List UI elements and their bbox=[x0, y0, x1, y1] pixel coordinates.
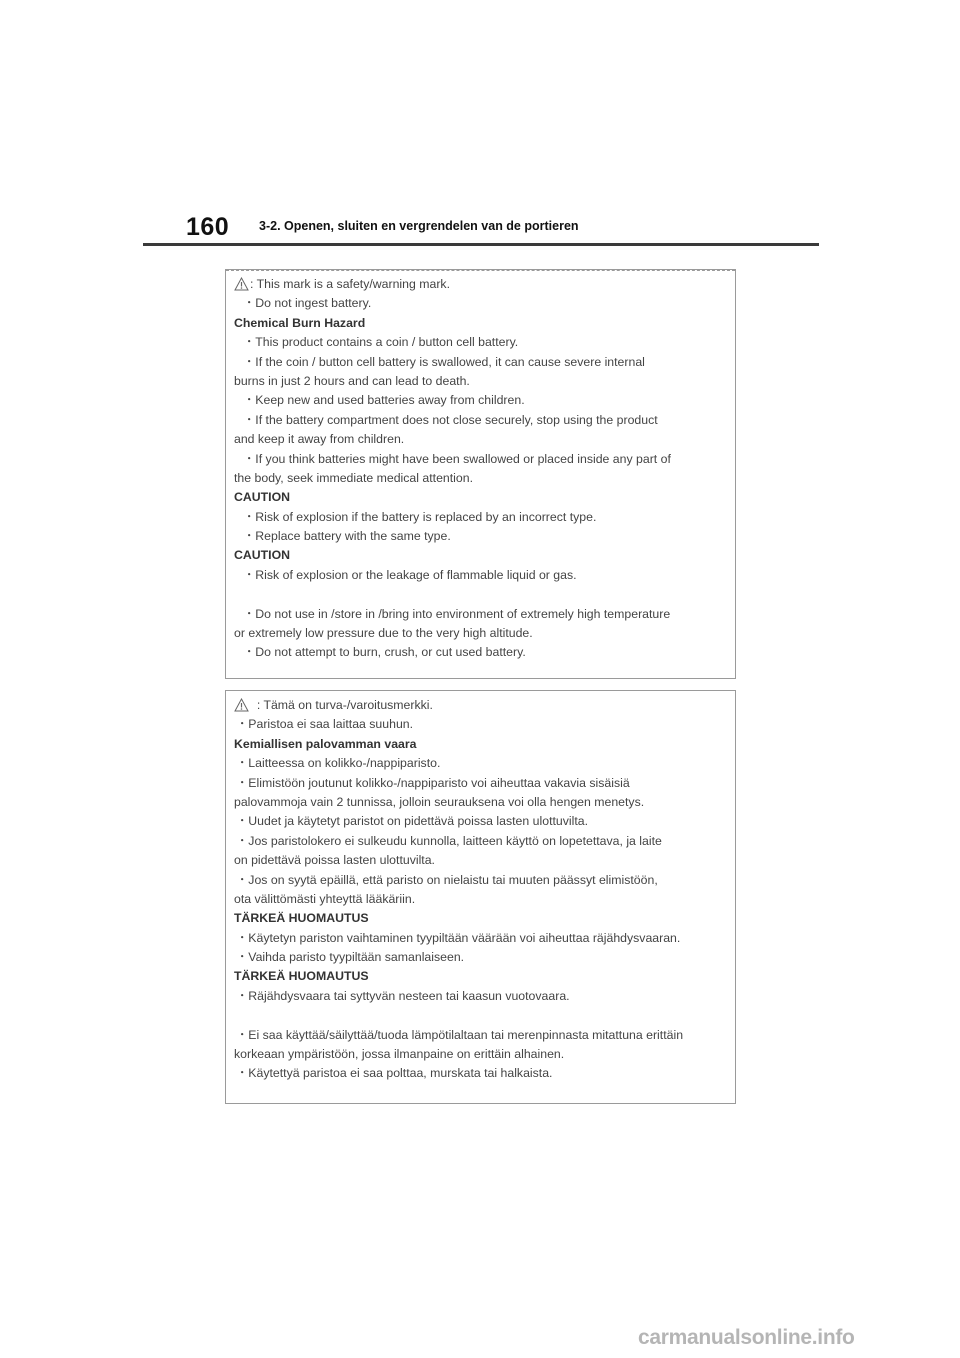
list-item: ・If the coin / button cell battery is swallowed, it can cause severe internal bbox=[243, 354, 645, 369]
spacer bbox=[234, 585, 735, 604]
list-item: ・Vaihda paristo tyypiltään samanlaiseen. bbox=[236, 950, 465, 965]
dashed-divider bbox=[226, 270, 735, 271]
english-warning-box bbox=[225, 269, 736, 679]
list-item: ・Risk of explosion or the leakage of flammable liquid or gas. bbox=[243, 567, 577, 582]
heading-chemical-burn: Chemical Burn Hazard bbox=[234, 315, 366, 330]
spacer bbox=[234, 1006, 735, 1025]
list-item-continuation: burns in just 2 hours and can lead to death. bbox=[234, 373, 470, 388]
list-item: ・Replace battery with the same type. bbox=[243, 529, 451, 544]
list-item: ・Paristoa ei saa laittaa suuhun. bbox=[236, 717, 414, 732]
heading-chemical-burn: Kemiallisen palovamman vaara bbox=[234, 736, 417, 751]
heading-important-notice: TÄRKEÄ HUOMAUTUS bbox=[234, 969, 369, 984]
list-item: ・Keep new and used batteries away from children. bbox=[243, 393, 525, 408]
list-item-continuation: ota välittömästi yhteyttä lääkäriin. bbox=[234, 891, 416, 906]
warning-triangle-icon bbox=[234, 698, 249, 712]
list-item: ・If the battery compartment does not close securely, stop using the product bbox=[243, 412, 658, 427]
list-item: ・Jos on syytä epäillä, että paristo on nielaistu tai muuten päässyt elimistöön, bbox=[236, 872, 658, 887]
list-item-continuation: and keep it away from children. bbox=[234, 432, 405, 447]
list-item: ・Risk of explosion if the battery is replaced by an incorrect type. bbox=[243, 509, 597, 524]
list-item: ・Do not use in /store in /bring into environment of extremely high temperature bbox=[243, 606, 671, 621]
list-item-continuation: on pidettävä poissa lasten ulottuvilta. bbox=[234, 853, 435, 868]
header-rule bbox=[143, 243, 819, 246]
page-number: 160 bbox=[186, 213, 230, 241]
heading-caution: CAUTION bbox=[234, 490, 291, 505]
list-item-continuation: palovammoja vain 2 tunnissa, jolloin seurauksena voi olla hengen menetys. bbox=[234, 794, 645, 809]
warning-mark-text: : This mark is a safety/warning mark. bbox=[250, 277, 450, 291]
list-item-continuation: or extremely low pressure due to the very high altitude. bbox=[234, 626, 533, 641]
list-item: ・Käytettyä paristoa ei saa polttaa, murskata tai halkaista. bbox=[236, 1066, 553, 1081]
finnish-warning-box bbox=[225, 690, 736, 1104]
heading-important-notice: TÄRKEÄ HUOMAUTUS bbox=[234, 911, 369, 926]
heading-caution: CAUTION bbox=[234, 548, 291, 563]
list-item: ・Do not attempt to burn, crush, or cut used battery. bbox=[243, 645, 526, 660]
list-item: ・Uudet ja käytetyt paristot on pidettävä poissa lasten ulottuvilta. bbox=[236, 814, 589, 829]
list-item: ・Laitteessa on kolikko-/nappiparisto. bbox=[236, 756, 441, 771]
list-item: ・Elimistöön joutunut kolikko-/nappiparisto voi aiheuttaa vakavia sisäisiä bbox=[236, 775, 630, 790]
list-item: ・This product contains a coin / button cell battery. bbox=[243, 335, 519, 350]
warning-mark-text: : Tämä on turva-/varoitusmerkki. bbox=[256, 698, 433, 712]
section-title: 3-2. Openen, sluiten en vergrendelen van de portieren bbox=[259, 219, 579, 233]
list-item: ・If you think batteries might have been swallowed or placed inside any part of bbox=[243, 451, 671, 466]
watermark-link[interactable]: carmanualsonline.info bbox=[638, 1326, 855, 1349]
warning-triangle-icon bbox=[234, 277, 249, 291]
list-item: ・Ei saa käyttää/säilyttää/tuoda lämpötilaltaan tai merenpinnasta mitattuna erittäin bbox=[236, 1027, 684, 1042]
list-item: ・Do not ingest battery. bbox=[243, 296, 372, 311]
list-item: ・Räjähdysvaara tai syttyvän nesteen tai kaasun vuotovaara. bbox=[236, 988, 570, 1003]
list-item-continuation: the body, seek immediate medical attention. bbox=[234, 470, 474, 485]
warning-mark-line bbox=[234, 275, 735, 294]
list-item: ・Käytetyn pariston vaihtaminen tyypiltään väärään voi aiheuttaa räjähdysvaaran. bbox=[236, 930, 681, 945]
list-item-continuation: korkeaan ympäristöön, jossa ilmanpaine on erittäin alhainen. bbox=[234, 1047, 565, 1062]
warning-mark-line bbox=[234, 696, 735, 715]
list-item: ・Jos paristolokero ei sulkeudu kunnolla, laitteen käyttö on lopetettava, ja laite bbox=[236, 833, 662, 848]
